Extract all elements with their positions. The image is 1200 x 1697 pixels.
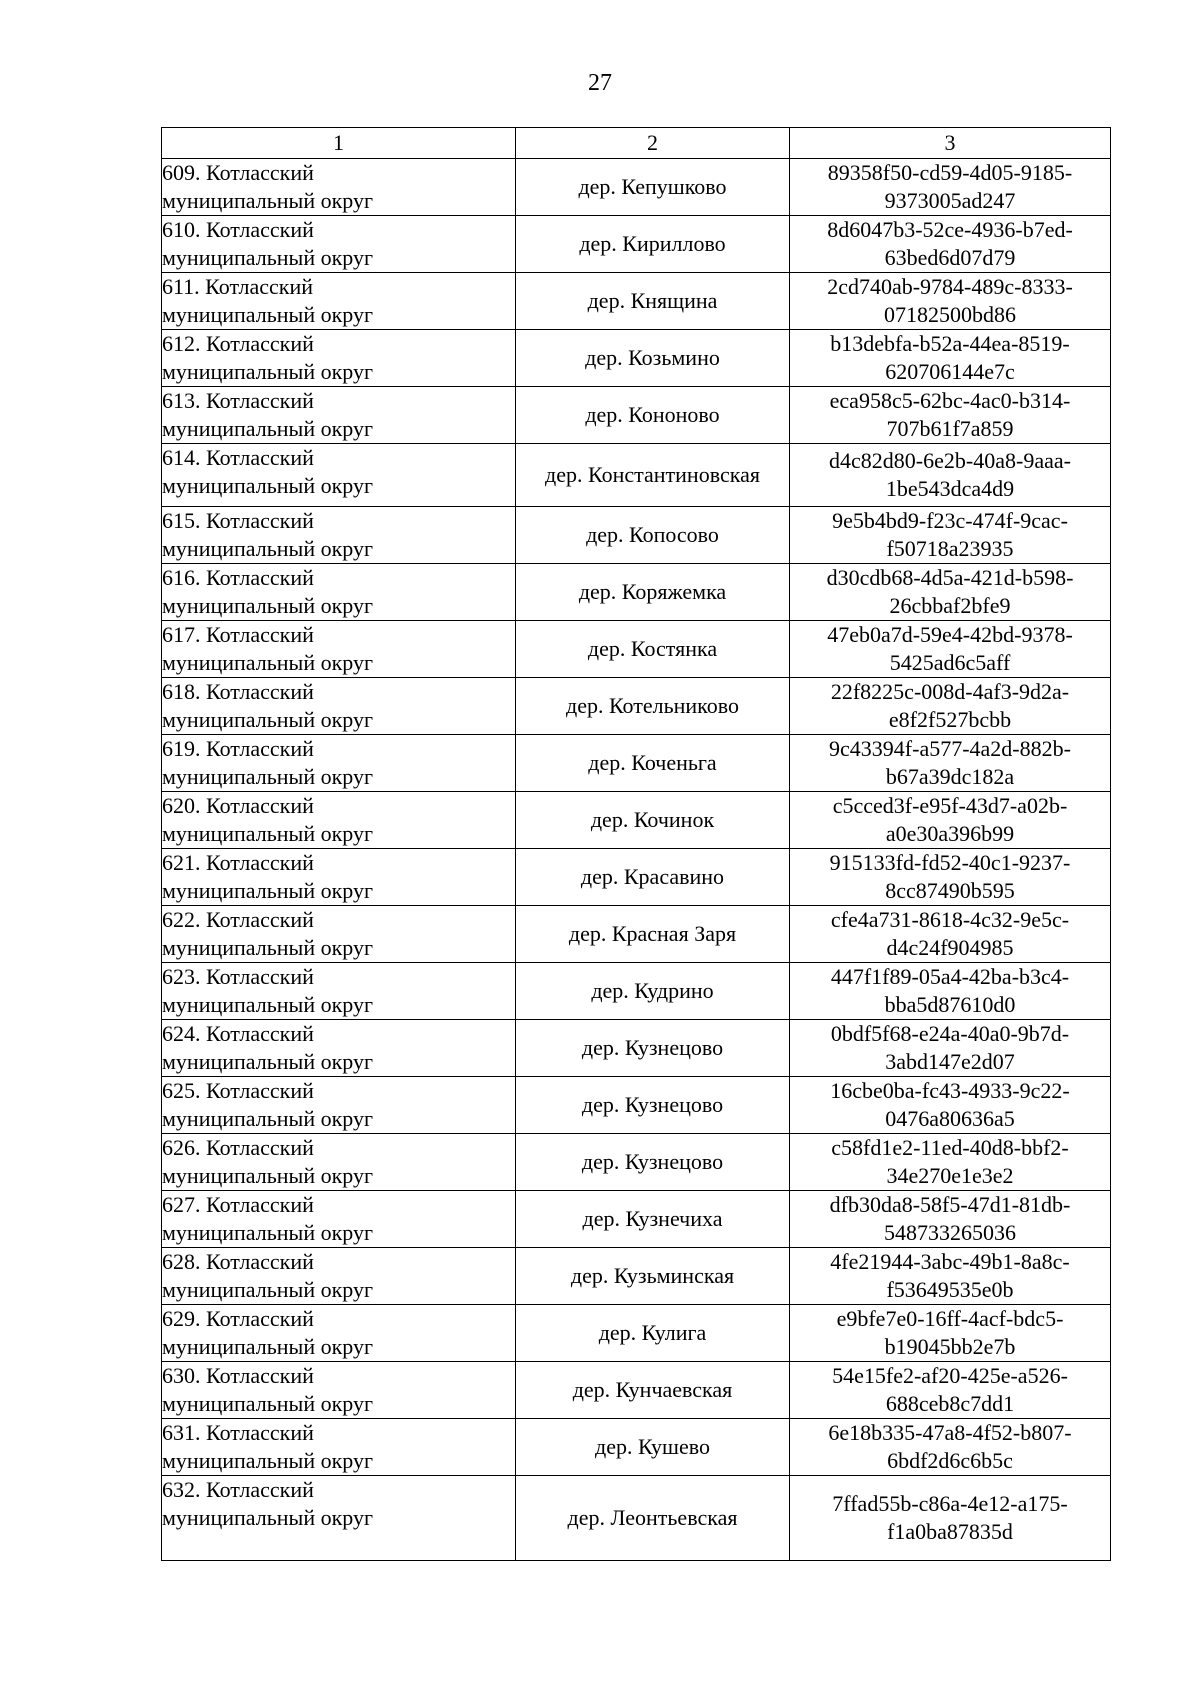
table-row	[162, 735, 1111, 792]
table-row	[162, 1305, 1111, 1362]
cell-settlement: дер. Козьмино	[516, 330, 790, 387]
municipality-type-label: муниципальный округ	[162, 302, 374, 327]
row-number-label: 627. Котласский	[162, 1192, 314, 1217]
identifier-part-2: 620706144e7c	[885, 359, 1015, 384]
cell-municipality	[162, 678, 516, 735]
column-header-3: 3	[790, 128, 1111, 159]
cell-municipality	[162, 963, 516, 1020]
cell-settlement: дер. Кириллово	[516, 216, 790, 273]
row-number-label: 614. Котласский	[162, 445, 314, 470]
row-number-label: 610. Котласский	[162, 217, 314, 242]
municipality-type-label: муниципальный округ	[162, 1277, 374, 1302]
cell-identifier	[790, 1305, 1111, 1362]
identifier-part-2: d4c24f904985	[886, 935, 1014, 960]
cell-municipality	[162, 792, 516, 849]
table-row	[162, 1191, 1111, 1248]
identifier-part-2: 34e270e1e3e2	[886, 1163, 1014, 1188]
municipality-type-label: муниципальный округ	[162, 359, 374, 384]
cell-municipality	[162, 1020, 516, 1077]
identifier-part-2: b19045bb2e7b	[884, 1334, 1016, 1359]
table-row	[162, 444, 1111, 507]
table-row	[162, 1077, 1111, 1134]
cell-settlement: дер. Котельниково	[516, 678, 790, 735]
row-number-label: 620. Котласский	[162, 793, 314, 818]
identifier-part-2: 707b61f7a859	[886, 416, 1014, 441]
municipality-type-label: муниципальный округ	[162, 1106, 374, 1131]
cell-identifier	[790, 735, 1111, 792]
municipality-type-label: муниципальный округ	[162, 1163, 374, 1188]
row-number-label: 623. Котласский	[162, 964, 314, 989]
municipality-type-label: муниципальный округ	[162, 992, 374, 1017]
table-row	[162, 330, 1111, 387]
municipality-type-label: муниципальный округ	[162, 764, 374, 789]
cell-municipality	[162, 159, 516, 216]
identifier-part-1: c58fd1e2-11ed-40d8-bbf2-	[831, 1135, 1069, 1160]
cell-municipality	[162, 1077, 516, 1134]
cell-settlement: дер. Кузнечиха	[516, 1191, 790, 1248]
cell-municipality	[162, 1191, 516, 1248]
cell-settlement: дер. Кепушково	[516, 159, 790, 216]
cell-identifier	[790, 387, 1111, 444]
cell-settlement: дер. Коченьга	[516, 735, 790, 792]
row-number-label: 621. Котласский	[162, 850, 314, 875]
cell-identifier	[790, 1191, 1111, 1248]
cell-identifier	[790, 792, 1111, 849]
identifier-part-1: 16cbe0ba-fc43-4933-9c22-	[830, 1078, 1070, 1103]
cell-settlement: дер. Кудрино	[516, 963, 790, 1020]
identifier-part-1: e9bfe7e0-16ff-4acf-bdc5-	[836, 1306, 1064, 1331]
cell-identifier	[790, 444, 1111, 507]
identifier-part-1: d30cdb68-4d5a-421d-b598-	[826, 565, 1074, 590]
municipality-type-label: муниципальный округ	[162, 416, 374, 441]
cell-municipality	[162, 564, 516, 621]
row-number-label: 630. Котласский	[162, 1363, 314, 1388]
cell-municipality	[162, 1305, 516, 1362]
settlements-table	[161, 127, 1111, 1561]
table-row	[162, 507, 1111, 564]
identifier-part-2: 5425ad6c5aff	[889, 650, 1011, 675]
identifier-part-1: b13debfa-b52a-44ea-8519-	[830, 331, 1070, 356]
identifier-part-1: eca958c5-62bc-4ac0-b314-	[829, 388, 1071, 413]
cell-identifier	[790, 273, 1111, 330]
identifier-part-1: c5cced3f-e95f-43d7-a02b-	[832, 793, 1068, 818]
identifier-part-2: bba5d87610d0	[884, 992, 1016, 1017]
cell-settlement: дер. Красная Заря	[516, 906, 790, 963]
cell-settlement: дер. Красавино	[516, 849, 790, 906]
identifier-part-2: 07182500bd86	[884, 302, 1016, 327]
row-number-label: 629. Котласский	[162, 1306, 314, 1331]
table-row	[162, 1248, 1111, 1305]
row-number-label: 626. Котласский	[162, 1135, 314, 1160]
row-number-label: 619. Котласский	[162, 736, 314, 761]
cell-settlement: дер. Костянка	[516, 621, 790, 678]
identifier-part-1: 2cd740ab-9784-489c-8333-	[827, 274, 1073, 299]
table-row	[162, 216, 1111, 273]
identifier-part-2: 6bdf2d6c6b5c	[887, 1448, 1013, 1473]
table-body	[162, 159, 1111, 1561]
row-number-label: 609. Котласский	[162, 160, 314, 185]
cell-settlement: дер. Копосово	[516, 507, 790, 564]
cell-identifier	[790, 1476, 1111, 1561]
identifier-part-2: a0e30a396b99	[885, 821, 1015, 846]
table-row	[162, 678, 1111, 735]
cell-identifier	[790, 159, 1111, 216]
column-header-2: 2	[516, 128, 790, 159]
page-number: 27	[588, 70, 612, 96]
row-number-label: 631. Котласский	[162, 1420, 314, 1445]
identifier-part-2: 3abd147e2d07	[885, 1049, 1015, 1074]
cell-identifier	[790, 849, 1111, 906]
table-row	[162, 1419, 1111, 1476]
row-number-label: 622. Котласский	[162, 907, 314, 932]
municipality-type-label: муниципальный округ	[162, 1334, 374, 1359]
row-number-label: 616. Котласский	[162, 565, 314, 590]
cell-identifier	[790, 507, 1111, 564]
cell-municipality	[162, 507, 516, 564]
identifier-part-2: f53649535e0b	[886, 1277, 1014, 1302]
cell-settlement: дер. Константиновская	[516, 444, 790, 507]
cell-municipality	[162, 621, 516, 678]
table-row	[162, 273, 1111, 330]
municipality-type-label: муниципальный округ	[162, 1220, 374, 1245]
table-row	[162, 963, 1111, 1020]
row-number-label: 632. Котласский	[162, 1477, 314, 1502]
cell-municipality	[162, 273, 516, 330]
row-number-label: 611. Котласский	[162, 274, 314, 299]
municipality-type-label: муниципальный округ	[162, 245, 374, 270]
cell-settlement: дер. Кузнецово	[516, 1077, 790, 1134]
table-row	[162, 1362, 1111, 1419]
cell-settlement: дер. Княщина	[516, 273, 790, 330]
identifier-part-1: 4fe21944-3abc-49b1-8a8c-	[830, 1249, 1070, 1274]
cell-identifier	[790, 1134, 1111, 1191]
cell-identifier	[790, 1077, 1111, 1134]
identifier-part-1: 22f8225c-008d-4af3-9d2a-	[830, 679, 1070, 704]
table-header-row	[162, 128, 1111, 159]
cell-municipality	[162, 849, 516, 906]
cell-identifier	[790, 1419, 1111, 1476]
identifier-part-1: 47eb0a7d-59e4-42bd-9378-	[827, 622, 1073, 647]
identifier-part-1: 915133fd-fd52-40c1-9237-	[829, 850, 1071, 875]
cell-identifier	[790, 963, 1111, 1020]
row-number-label: 617. Котласский	[162, 622, 314, 647]
table-row	[162, 792, 1111, 849]
cell-settlement: дер. Кононово	[516, 387, 790, 444]
identifier-part-2: 688ceb8c7dd1	[885, 1391, 1015, 1416]
identifier-part-1: 9c43394f-a577-4a2d-882b-	[829, 736, 1071, 761]
identifier-part-1: dfb30da8-58f5-47d1-81db-	[829, 1192, 1071, 1217]
identifier-part-2: 9373005ad247	[884, 188, 1016, 213]
cell-identifier	[790, 678, 1111, 735]
municipality-type-label: муниципальный округ	[162, 536, 374, 561]
row-number-label: 624. Котласский	[162, 1021, 314, 1046]
identifier-part-1: 89358f50-cd59-4d05-9185-	[827, 160, 1073, 185]
cell-municipality	[162, 387, 516, 444]
identifier-part-1: d4c82d80-6e2b-40a8-9aaa-	[829, 448, 1071, 473]
cell-settlement: дер. Кочинок	[516, 792, 790, 849]
row-number-label: 625. Котласский	[162, 1078, 314, 1103]
table-row	[162, 1020, 1111, 1077]
municipality-type-label: муниципальный округ	[162, 1391, 374, 1416]
cell-municipality	[162, 1248, 516, 1305]
table-row	[162, 564, 1111, 621]
column-header-1: 1	[162, 128, 516, 159]
identifier-part-2: 26cbbaf2bfe9	[889, 593, 1011, 618]
row-number-label: 618. Котласский	[162, 679, 314, 704]
cell-settlement: дер. Кузьминская	[516, 1248, 790, 1305]
cell-settlement: дер. Кунчаевская	[516, 1362, 790, 1419]
table-row	[162, 906, 1111, 963]
municipality-type-label: муниципальный округ	[162, 1505, 374, 1530]
cell-identifier	[790, 906, 1111, 963]
identifier-part-1: 7ffad55b-c86a-4e12-a175-	[832, 1491, 1068, 1516]
municipality-type-label: муниципальный округ	[162, 188, 374, 213]
municipality-type-label: муниципальный округ	[162, 1448, 374, 1473]
cell-municipality	[162, 1476, 516, 1561]
cell-settlement: дер. Леонтьевская	[516, 1476, 790, 1561]
cell-settlement: дер. Коряжемка	[516, 564, 790, 621]
cell-identifier	[790, 216, 1111, 273]
cell-identifier	[790, 1248, 1111, 1305]
table-row	[162, 1134, 1111, 1191]
cell-settlement: дер. Кушево	[516, 1419, 790, 1476]
cell-municipality	[162, 1362, 516, 1419]
identifier-part-1: 9e5b4bd9-f23c-474f-9cac-	[832, 508, 1068, 533]
identifier-part-2: 1be543dca4d9	[885, 476, 1015, 501]
cell-municipality	[162, 216, 516, 273]
identifier-part-2: f1a0ba87835d	[887, 1519, 1013, 1544]
identifier-part-2: f50718a23935	[886, 536, 1014, 561]
cell-settlement: дер. Кузнецово	[516, 1020, 790, 1077]
cell-municipality	[162, 735, 516, 792]
row-number-label: 628. Котласский	[162, 1249, 314, 1274]
cell-municipality	[162, 330, 516, 387]
table-row	[162, 159, 1111, 216]
row-number-label: 612. Котласский	[162, 331, 314, 356]
identifier-part-2: 548733265036	[884, 1220, 1016, 1245]
identifier-part-1: 447f1f89-05a4-42ba-b3c4-	[830, 964, 1070, 989]
row-number-label: 613. Котласский	[162, 388, 314, 413]
identifier-part-1: 6e18b335-47a8-4f52-b807-	[828, 1420, 1072, 1445]
municipality-type-label: муниципальный округ	[162, 473, 374, 498]
table-row	[162, 387, 1111, 444]
identifier-part-2: 0476a80636a5	[885, 1106, 1015, 1131]
identifier-part-1: 8d6047b3-52ce-4936-b7ed-	[827, 217, 1073, 242]
municipality-type-label: муниципальный округ	[162, 935, 374, 960]
cell-identifier	[790, 330, 1111, 387]
identifier-part-1: 54e15fe2-af20-425e-a526-	[832, 1363, 1068, 1388]
municipality-type-label: муниципальный округ	[162, 878, 374, 903]
municipality-type-label: муниципальный округ	[162, 821, 374, 846]
table-row	[162, 1476, 1111, 1561]
cell-identifier	[790, 621, 1111, 678]
cell-municipality	[162, 1419, 516, 1476]
municipality-type-label: муниципальный округ	[162, 650, 374, 675]
cell-municipality	[162, 444, 516, 507]
cell-identifier	[790, 1020, 1111, 1077]
identifier-part-2: 63bed6d07d79	[884, 245, 1016, 270]
table-row	[162, 621, 1111, 678]
identifier-part-2: b67a39dc182a	[885, 764, 1015, 789]
cell-identifier	[790, 564, 1111, 621]
row-number-label: 615. Котласский	[162, 508, 314, 533]
identifier-part-2: 8cc87490b595	[885, 878, 1015, 903]
cell-municipality	[162, 1134, 516, 1191]
cell-municipality	[162, 906, 516, 963]
cell-settlement: дер. Кулига	[516, 1305, 790, 1362]
municipality-type-label: муниципальный округ	[162, 593, 374, 618]
cell-identifier	[790, 1362, 1111, 1419]
table-row	[162, 849, 1111, 906]
identifier-part-2: e8f2f527bcbb	[888, 707, 1012, 732]
municipality-type-label: муниципальный округ	[162, 1049, 374, 1074]
identifier-part-1: 0bdf5f68-e24a-40a0-9b7d-	[830, 1021, 1070, 1046]
cell-settlement: дер. Кузнецово	[516, 1134, 790, 1191]
municipality-type-label: муниципальный округ	[162, 707, 374, 732]
identifier-part-1: cfe4a731-8618-4c32-9e5c-	[830, 907, 1070, 932]
